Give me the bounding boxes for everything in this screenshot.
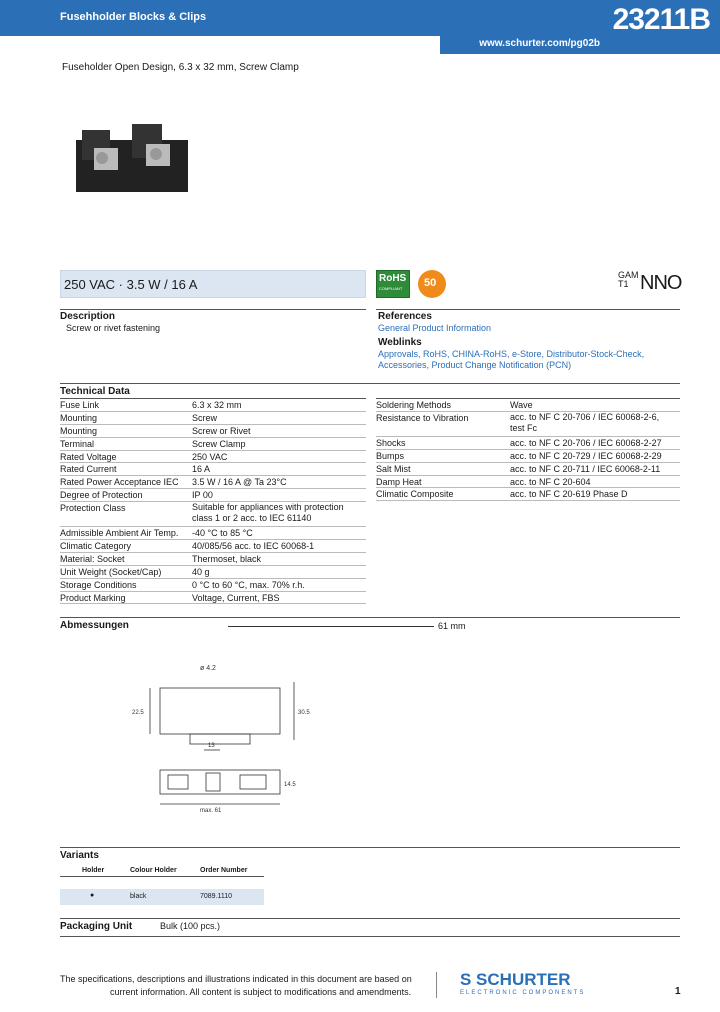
divider [60,617,680,618]
variants-header: Holder Colour Holder Order Number [60,863,264,877]
footer-disclaimer-2: current information. All content is subject to modifications and amendments. [110,987,412,997]
schurter-logo: S SCHURTER [460,970,571,989]
scale-label: 61 mm [438,621,466,631]
rohs-label: RoHS [379,273,407,284]
category-title: Fusehholder Blocks & Clips [60,11,207,23]
rating-text: 250 VAC · 3.5 W / 16 A [64,277,198,292]
table-row: Fuse Link 6.3 x 32 mm [60,399,366,412]
divider [376,309,680,310]
drawing-label-depth: 14.5 [284,782,296,788]
dimension-drawing [130,640,310,820]
tech-table-left [60,398,366,604]
table-row: Mounting Screw [60,412,366,425]
drawing-label-total-height: 30.5 [298,710,310,716]
divider [60,918,680,919]
drawing-label-width: 13 [208,743,215,749]
page-number: 1 [675,986,681,997]
references-title: References [378,311,432,322]
footer-disclaimer-1: The specifications, descriptions and illustrations indicated in this document are based on [60,974,412,984]
url-link[interactable]: www.schurter.com/pg02b [479,38,600,49]
description-text: Screw or rivet fastening [66,323,161,333]
table-row: Soldering Methods Wave [376,399,680,412]
scale-line [228,626,434,627]
divider [60,847,680,848]
table-row: Degree of Protection IP 00 [60,489,366,502]
table-row: Damp Heat acc. to NF C 20-604 [376,476,680,489]
table-row: Terminal Screw Clamp [60,438,366,451]
footer-divider [436,972,437,998]
rohs-sub-label: COMPLIANT [379,286,403,291]
dimensions-title: Abmessungen [60,620,129,631]
approval-gam: GAM T1 [618,270,639,289]
tech-table-right [376,398,680,501]
table-row: Product Marking Voltage, Current, FBS [60,592,366,605]
approval-nno: NNO [640,272,682,294]
weblinks-line-2[interactable]: Accessories, Product Change Notification (PCN) [378,360,572,370]
table-row: Storage Conditions 0 °C to 60 °C, max. 70% r.h. [60,579,366,592]
weblinks-line-1[interactable]: Approvals, RoHS, CHINA-RoHS, e-Store, Distributor-Stock-Check, [378,349,645,359]
drawing-label-length: max. 61 [200,808,222,814]
packaging-value: Bulk (100 pcs.) [160,921,221,931]
table-row: Admissible Ambient Air Temp. -40 °C to 85 °C [60,527,366,540]
general-info-link[interactable]: General Product Information [378,323,492,333]
table-row: Salt Mist acc. to NF C 20-711 / IEC 60068-2-11 [376,463,680,476]
schurter-tagline: ELECTRONIC COMPONENTS [460,990,586,996]
drawing-label-height: 22.5 [132,710,144,716]
variants-table [60,863,264,905]
table-row: Material: Socket Thermoset, black [60,553,366,566]
table-row: Climatic Category 40/085/56 acc. to IEC 60068-1 [60,540,366,553]
divider [60,936,680,937]
table-row: Protection Class Suitable for appliances with protection class 1 or 2 acc. to IEC 61140 [60,502,366,527]
table-row: Resistance to Vibration acc. to NF C 20-706 / IEC 60068-2-6, test Fc [376,412,680,437]
table-row: Unit Weight (Socket/Cap) 40 g [60,566,366,579]
table-row: Bumps acc. to NF C 20-729 / IEC 60068-2-29 [376,450,680,463]
table-row: Climatic Composite acc. to NF C 20-619 Phase D [376,488,680,501]
drawing-label-diameter: ø 4.2 [200,665,216,672]
weblinks-title: Weblinks [378,337,422,348]
table-row: ● black 7089.1110 [60,889,264,905]
table-row: Rated Voltage 250 VAC [60,451,366,464]
description-title: Description [60,311,116,322]
table-row: Rated Current 16 A [60,463,366,476]
divider [60,309,366,310]
table-row: Rated Power Acceptance IEC 3.5 W / 16 A @ Ta 23°C [60,476,366,489]
product-subtitle: Fuseholder Open Design, 6.3 x 32 mm, Screw Clamp [62,62,299,73]
technical-data-title: Technical Data [60,386,130,397]
packaging-title: Packaging Unit [60,921,133,932]
table-row: Shocks acc. to NF C 20-706 / IEC 60068-2-27 [376,437,680,450]
part-number: 23211B [612,3,710,36]
table-row: Mounting Screw or Rivet [60,425,366,438]
divider [60,383,680,384]
variants-title: Variants [60,850,99,861]
product-photo [72,118,192,200]
fifty-years-label: 50 [424,277,437,289]
